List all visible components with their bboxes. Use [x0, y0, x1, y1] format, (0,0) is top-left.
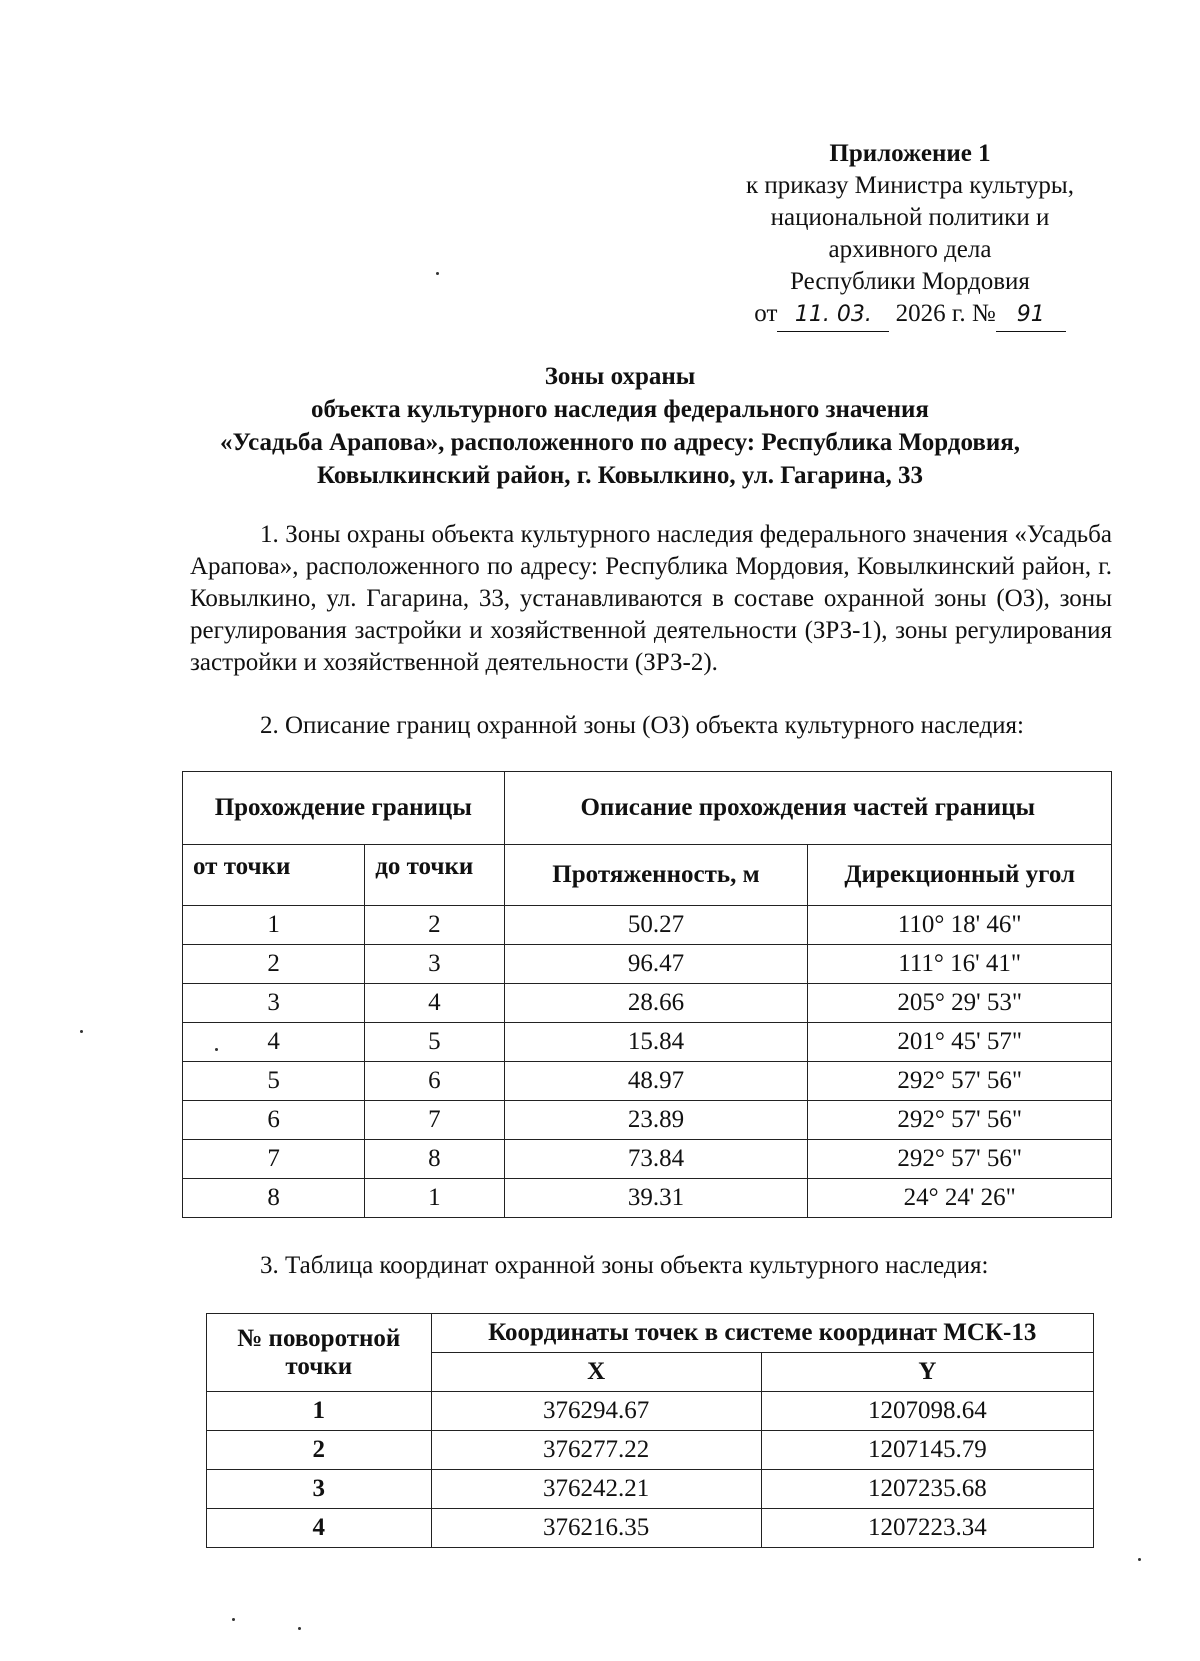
x-coordinate-cell: 376294.67 [431, 1392, 761, 1431]
header-x: X [431, 1353, 761, 1392]
to-point-cell: 8 [365, 1140, 504, 1179]
header-direction-angle: Дирекционный угол [808, 845, 1112, 906]
handwritten-date: 11. 03. [777, 299, 889, 332]
length-cell: 23.89 [504, 1101, 808, 1140]
header-boundary-passage: Прохождение границы [183, 772, 505, 845]
appendix-line-2: национальной политики и [770, 204, 1050, 231]
angle-cell: 205° 29' 53" [808, 984, 1112, 1023]
boundary-description-table [182, 771, 1112, 1218]
from-point-cell: 5 [183, 1062, 365, 1101]
y-coordinate-cell: 1207223.34 [761, 1509, 1093, 1548]
table-row [183, 1101, 1112, 1140]
scan-speck [298, 1627, 301, 1630]
from-point-cell: 6 [183, 1101, 365, 1140]
title-line-4: Ковылкинский район, г. Ковылкино, ул. Гагарина, 33 [316, 462, 924, 489]
table-row [207, 1392, 1094, 1431]
to-point-cell: 2 [365, 906, 504, 945]
date-prefix: от [754, 300, 778, 327]
handwritten-order-number: 91 [996, 299, 1066, 332]
angle-cell: 110° 18' 46" [808, 906, 1112, 945]
appendix-header [700, 138, 1120, 332]
angle-cell: 24° 24' 26" [808, 1179, 1112, 1218]
paragraph-1 [190, 519, 1112, 679]
length-cell: 39.31 [504, 1179, 808, 1218]
header-coordinates-system: Координаты точек в системе координат МСК-13 [431, 1314, 1093, 1353]
scan-speck [436, 272, 439, 275]
from-point-cell: 8 [183, 1179, 365, 1218]
coordinates-table [206, 1313, 1094, 1548]
order-date-line [700, 298, 1120, 332]
scan-speck [80, 1030, 83, 1033]
paragraph-3-text: 3. Таблица координат охранной зоны объекта культурного наследия: [260, 1252, 989, 1279]
scan-speck [215, 1048, 218, 1051]
table-row [183, 906, 1112, 945]
appendix-line-1: к приказу Министра культуры, [746, 172, 1074, 199]
table-row [183, 1140, 1112, 1179]
point-number-cell: 3 [207, 1470, 432, 1509]
appendix-line-4: Республики Мордовия [790, 268, 1030, 295]
table-row [183, 1062, 1112, 1101]
point-number-cell: 4 [207, 1509, 432, 1548]
x-coordinate-cell: 376277.22 [431, 1431, 761, 1470]
header-length: Протяженность, м [504, 845, 808, 906]
from-point-cell: 2 [183, 945, 365, 984]
from-point-cell: 7 [183, 1140, 365, 1179]
table-row [183, 984, 1112, 1023]
to-point-cell: 1 [365, 1179, 504, 1218]
paragraph-3 [190, 1250, 1112, 1282]
header-turning-point: № поворотной точки [207, 1314, 432, 1392]
scan-speck [1138, 1558, 1141, 1561]
length-cell: 50.27 [504, 906, 808, 945]
table-row [207, 1470, 1094, 1509]
table-row [207, 1431, 1094, 1470]
angle-cell: 292° 57' 56" [808, 1101, 1112, 1140]
point-number-cell: 1 [207, 1392, 432, 1431]
from-point-cell: 1 [183, 906, 365, 945]
point-number-cell: 2 [207, 1431, 432, 1470]
title-line-2: объекта культурного наследия федерального значения [311, 396, 929, 423]
angle-cell: 111° 16' 41" [808, 945, 1112, 984]
appendix-title: Приложение 1 [829, 140, 991, 167]
table-row [207, 1509, 1094, 1548]
header-from-point: от точки [183, 845, 365, 906]
to-point-cell: 3 [365, 945, 504, 984]
order-year: 2026 г. № [895, 300, 996, 327]
angle-cell: 201° 45' 57" [808, 1023, 1112, 1062]
y-coordinate-cell: 1207235.68 [761, 1470, 1093, 1509]
scan-speck [232, 1618, 235, 1621]
y-coordinate-cell: 1207145.79 [761, 1431, 1093, 1470]
length-cell: 28.66 [504, 984, 808, 1023]
header-to-point: до точки [365, 845, 504, 906]
title-line-3: «Усадьба Арапова», расположенного по адресу: Республика Мордовия, [220, 429, 1020, 456]
paragraph-1-text: 1. Зоны охраны объекта культурного наследия федерального значения «Усадьба Арапова», расположенного по адресу: Республика Мордовия, Ковылкинский район, г. Ковылкино, ул. Гагарина, 33, устанавливаются в составе охранной зоны (ОЗ), зоны регулирования застройки и хозяйственной деятельности (ЗРЗ-1), зоны регулирования застройки и хозяйственной деятельности (ЗРЗ-2). [190, 521, 1112, 676]
title-line-1: Зоны охраны [544, 363, 696, 390]
appendix-line-3: архивного дела [828, 236, 992, 263]
header-y: Y [761, 1353, 1093, 1392]
length-cell: 73.84 [504, 1140, 808, 1179]
x-coordinate-cell: 376242.21 [431, 1470, 761, 1509]
to-point-cell: 4 [365, 984, 504, 1023]
table-row [183, 1179, 1112, 1218]
length-cell: 96.47 [504, 945, 808, 984]
paragraph-2-text: 2. Описание границ охранной зоны (ОЗ) объекта культурного наследия: [260, 712, 1024, 739]
from-point-cell: 4 [183, 1023, 365, 1062]
angle-cell: 292° 57' 56" [808, 1062, 1112, 1101]
document-title [160, 360, 1080, 492]
to-point-cell: 7 [365, 1101, 504, 1140]
table-row [183, 945, 1112, 984]
table-row [183, 1023, 1112, 1062]
x-coordinate-cell: 376216.35 [431, 1509, 761, 1548]
y-coordinate-cell: 1207098.64 [761, 1392, 1093, 1431]
angle-cell: 292° 57' 56" [808, 1140, 1112, 1179]
from-point-cell: 3 [183, 984, 365, 1023]
length-cell: 48.97 [504, 1062, 808, 1101]
header-boundary-description: Описание прохождения частей границы [504, 772, 1111, 845]
to-point-cell: 5 [365, 1023, 504, 1062]
length-cell: 15.84 [504, 1023, 808, 1062]
to-point-cell: 6 [365, 1062, 504, 1101]
paragraph-2 [190, 710, 1112, 742]
